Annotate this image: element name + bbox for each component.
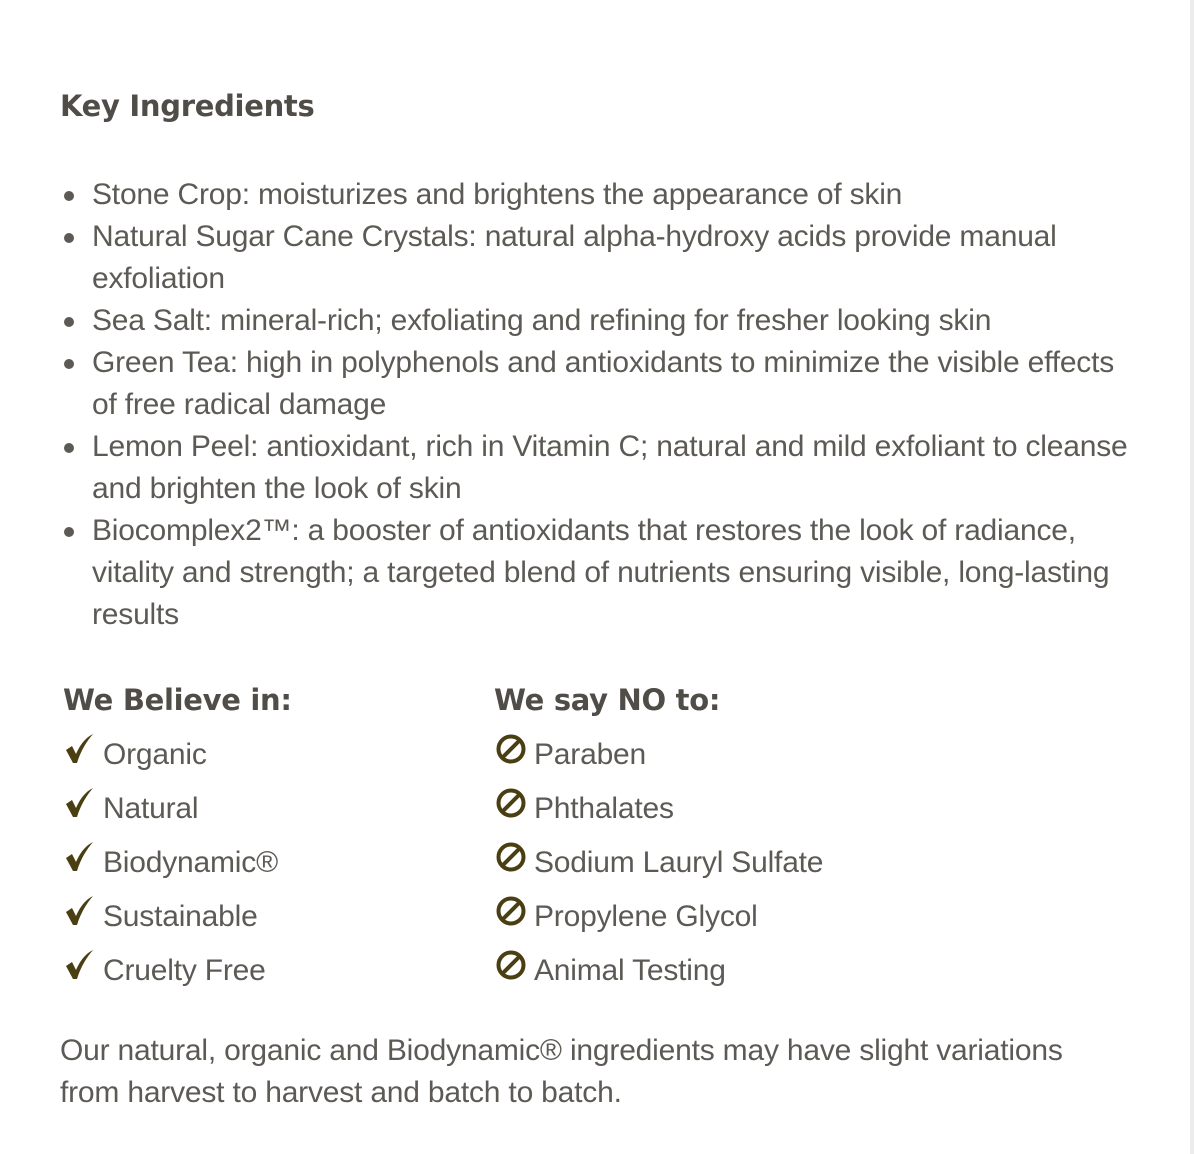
page-edge bbox=[1190, 0, 1194, 1154]
say-no-item bbox=[494, 782, 823, 836]
say-no-item-label: Paraben bbox=[534, 738, 647, 771]
prohibited-icon bbox=[494, 786, 528, 820]
bullet-icon bbox=[64, 443, 74, 453]
values-columns bbox=[60, 680, 1140, 1006]
say-no-item-label: Phthalates bbox=[534, 792, 674, 825]
believe-item-label: Biodynamic® bbox=[103, 846, 278, 879]
believe-column bbox=[63, 680, 292, 998]
say-no-item-label: Animal Testing bbox=[534, 954, 726, 987]
checkmark-icon bbox=[63, 840, 97, 874]
say-no-item-label: Sodium Lauryl Sulfate bbox=[534, 846, 824, 879]
bullet-icon bbox=[64, 317, 74, 327]
prohibited-icon bbox=[494, 894, 528, 928]
believe-item bbox=[63, 890, 292, 944]
prohibited-icon bbox=[494, 840, 528, 874]
list-item bbox=[60, 342, 1140, 426]
believe-item-label: Organic bbox=[103, 738, 207, 771]
say-no-item bbox=[494, 728, 823, 782]
list-item bbox=[60, 510, 1140, 636]
say-no-item-label: Propylene Glycol bbox=[534, 900, 758, 933]
ingredient-text: Green Tea: high in polyphenols and antioxidants to minimize the visible effects of free radical damage bbox=[92, 346, 1115, 421]
bullet-icon bbox=[64, 233, 74, 243]
believe-item bbox=[63, 782, 292, 836]
say-no-heading: We say NO to: bbox=[494, 683, 721, 717]
believe-heading: We Believe in: bbox=[63, 683, 292, 717]
ingredient-text: Natural Sugar Cane Crystals: natural alpha-hydroxy acids provide manual exfoliation bbox=[92, 220, 1057, 295]
ingredient-text: Biocomplex2™: a booster of antioxidants that restores the look of radiance, vitality and strength; a targeted blend of nutrients ensuring visible, long-lasting results bbox=[92, 514, 1110, 631]
list-item bbox=[60, 216, 1140, 300]
checkmark-icon bbox=[63, 786, 97, 820]
list-item bbox=[60, 300, 1140, 342]
bullet-icon bbox=[64, 359, 74, 369]
believe-item bbox=[63, 728, 292, 782]
key-ingredients-heading: Key Ingredients bbox=[60, 89, 315, 123]
say-no-item bbox=[494, 890, 823, 944]
checkmark-icon bbox=[63, 894, 97, 928]
ingredient-text: Lemon Peel: antioxidant, rich in Vitamin C; natural and mild exfoliant to cleanse and brighten the look of skin bbox=[92, 430, 1128, 505]
believe-item bbox=[63, 944, 292, 998]
list-item bbox=[60, 426, 1140, 510]
ingredients-panel bbox=[60, 84, 1140, 1114]
believe-item-label: Cruelty Free bbox=[103, 954, 266, 987]
say-no-column bbox=[494, 680, 823, 998]
checkmark-icon bbox=[63, 948, 97, 982]
believe-item-label: Sustainable bbox=[103, 900, 258, 933]
bullet-icon bbox=[64, 527, 74, 537]
bullet-icon bbox=[64, 191, 74, 201]
prohibited-icon bbox=[494, 732, 528, 766]
say-no-item bbox=[494, 836, 823, 890]
list-item bbox=[60, 174, 1140, 216]
checkmark-icon bbox=[63, 732, 97, 766]
say-no-item bbox=[494, 944, 823, 998]
believe-item bbox=[63, 836, 292, 890]
ingredient-text: Stone Crop: moisturizes and brightens the appearance of skin bbox=[92, 178, 903, 211]
key-ingredients-list bbox=[60, 174, 1140, 636]
believe-item-label: Natural bbox=[103, 792, 199, 825]
ingredient-text: Sea Salt: mineral-rich; exfoliating and refining for fresher looking skin bbox=[92, 304, 992, 337]
disclaimer-text: Our natural, organic and Biodynamic® ingredients may have slight variations from harvest to harvest and batch to batch. bbox=[60, 1034, 1063, 1109]
prohibited-icon bbox=[494, 948, 528, 982]
